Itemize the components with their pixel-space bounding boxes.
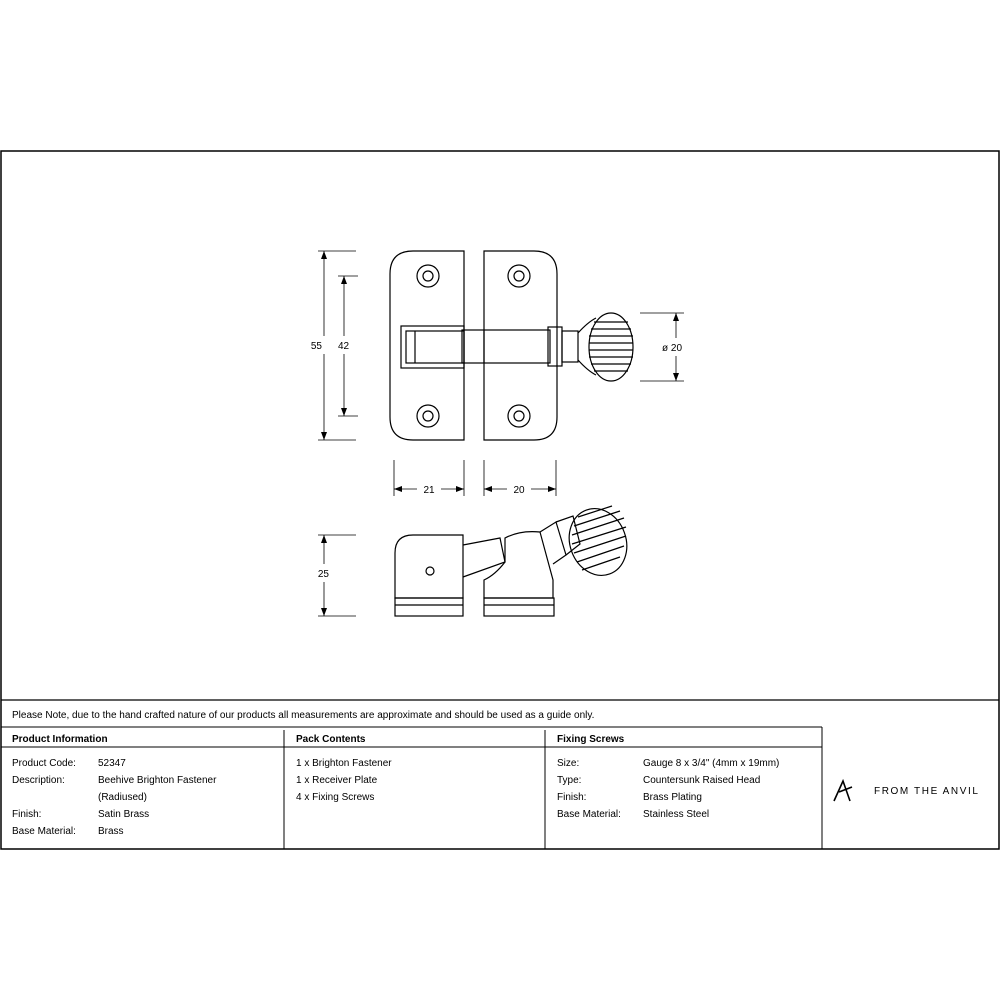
screw-value: Stainless Steel [643, 809, 710, 820]
screw-label: Size: [557, 758, 580, 769]
dim-knob-diameter: ø 20 [662, 343, 683, 354]
product-info-value: Brass [98, 826, 124, 837]
product-info-value: (Radiused) [98, 792, 147, 803]
dimension-arrows [321, 251, 679, 616]
fixing-screws-header: Fixing Screws [557, 734, 625, 745]
product-info-label: Description: [12, 775, 65, 786]
sheet-border [1, 151, 999, 849]
beehive-knob-front [589, 313, 633, 381]
dimension-lines [318, 251, 684, 616]
product-information-header: Product Information [12, 734, 108, 745]
side-view [395, 516, 580, 616]
brand-name: FROM THE ANVIL [874, 786, 980, 797]
anvil-a-logo-icon [834, 781, 852, 801]
product-info-label: Product Code: [12, 758, 76, 769]
measurement-note: Please Note, due to the hand crafted nature of our products all measurements are approximate and should be used as a guide only. [12, 710, 595, 721]
pack-contents-header: Pack Contents [296, 734, 366, 745]
product-info-label: Base Material: [12, 826, 76, 837]
receiver-plate-front [462, 251, 596, 440]
screw-value: Countersunk Raised Head [643, 775, 761, 786]
screw-label: Finish: [557, 792, 587, 803]
pack-item: 1 x Brighton Fastener [296, 758, 392, 769]
screw-value: Gauge 8 x 3/4" (4mm x 19mm) [643, 758, 780, 769]
dim-side-height: 25 [317, 569, 329, 580]
dim-overall-height: 55 [310, 341, 322, 352]
drawing-sheet [0, 150, 1000, 850]
screw-label: Type: [557, 775, 582, 786]
pack-item: 4 x Fixing Screws [296, 792, 375, 803]
dim-receiver-width: 20 [513, 485, 525, 496]
product-info-value: Beehive Brighton Fastener [98, 775, 217, 786]
dim-fastener-width: 21 [423, 485, 435, 496]
product-info-label: Finish: [12, 809, 42, 820]
fastener-plate-front [390, 251, 464, 440]
pack-item: 1 x Receiver Plate [296, 775, 378, 786]
product-info-value: Satin Brass [98, 809, 150, 820]
technical-drawing [0, 150, 1000, 850]
screw-value: Brass Plating [643, 792, 702, 803]
beehive-knob-side [560, 500, 636, 583]
dim-hole-spacing: 42 [338, 341, 350, 352]
product-info-value: 52347 [98, 758, 126, 769]
screw-label: Base Material: [557, 809, 621, 820]
